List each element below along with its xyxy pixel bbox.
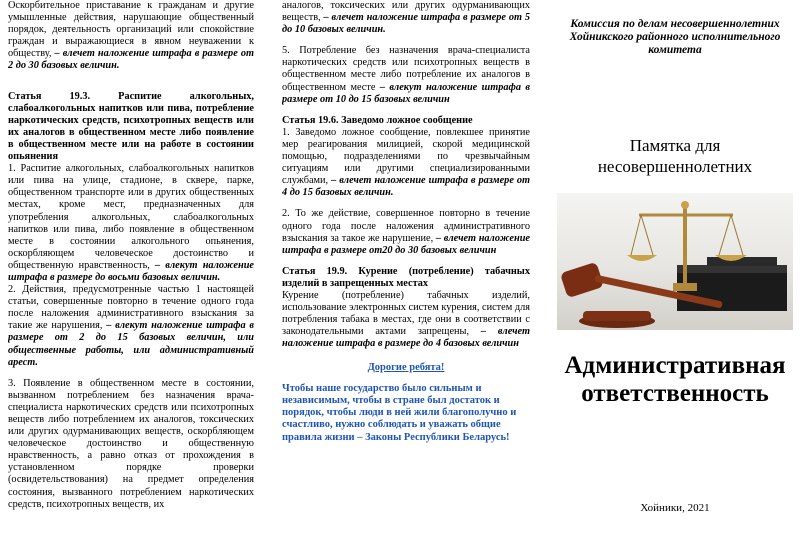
article-19-3-heading: Статья 19.3. Распитие алкогольных, слабоалкогольных напитков или пива, потребление наркотических средств, психотропных веществ или их аналогов в общественном месте либо появление в общественном месте или на работе в состоянии опьянения: [8, 90, 254, 163]
article-19-3-part-1: 1. Распитие алкогольных, слабоалкогольных напитков или пива на улице, стадионе, в сквере, парке, общественном транспорте или в других общественных местах, кроме мест, предназначенных для употребления алкогольных, слабоалкогольных напитков или пива, либо появление в общественном месте в состоянии алкогольного опьянения, оскорбляющем человеческое достоинство и общественную нравственность, – влекут наложение штрафа в размере до восьми базовых величин.: [8, 163, 254, 283]
appeal-text: Чтобы наше государство было сильным и независимым, чтобы в стране был достаток и порядок, чтобы люди в ней жили благополучно и счастливо, нужно соблюдать и уважать общие правила жизни – Законы Республики Беларусь!: [282, 382, 517, 443]
column-middle: [282, 0, 530, 554]
gavel-and-scales-image: [557, 193, 793, 330]
part-5-penalty: – влекут наложение штрафа в размере от 10 до 15 базовых величин: [282, 81, 530, 105]
intro-penalty: – влечет наложение штрафа в размере от 2 до 30 базовых величин.: [8, 48, 254, 72]
article-19-6-heading: Статья 19.6. Заведомо ложное сообщение: [282, 114, 473, 126]
article-19-6-part-1: 1. Заведомо ложное сообщение, повлекшее принятие мер реагирования милицией, скорой медицинской помощью, подразделениями по чрезвычайным ситуациям или другими специализированными службами, – влечет наложение штрафа в размере от 4 до 15 базовых величин.: [282, 126, 530, 199]
part-3-penalty: – влечет наложение штрафа в размере от 5 до 10 базовых величин.: [282, 12, 530, 36]
city-year: Хойники, 2021: [640, 502, 710, 514]
gavel-scales-illustration: [557, 193, 793, 330]
dear-kids-heading: Дорогие ребята!: [367, 362, 445, 374]
article-19-9-heading: Статья 19.9. Курение (потребление) табачных изделий в запрещенных местах: [282, 265, 530, 289]
part-2-penalty: – влекут наложение штрафа в размере от 2 до 15 базовых величин, или общественные работы, или административный арест.: [8, 320, 254, 368]
intro-paragraph: Оскорбительное приставание к гражданам и другие умышленные действия, нарушающие общественный порядок, деятельность организаций или спокойствие граждан и выражающиеся в явном неуважении к обществу, – влечет наложение штрафа в размере от 2 до 30 базовых величин.: [8, 0, 254, 72]
commission-name: Комиссия по делам несовершеннолетних Хойникского районного исполнительного комитета: [569, 18, 781, 56]
column-left: [8, 0, 254, 554]
19-6-part-1-penalty: – влечет наложение штрафа в размере от 4 до 15 базовых величин.: [282, 175, 530, 199]
part-3-continuation: аналогов, токсических или других одурманивающих веществ, – влечет наложение штрафа в размере от 5 до 10 базовых величин.: [282, 0, 530, 36]
19-6-part-2-penalty: – влечет наложение штрафа в размере от20 до 30 базовых величин: [282, 232, 530, 256]
brochure-title: Административная ответственность: [564, 352, 786, 407]
article-19-3-part-5: 5. Потребление без назначения врача-специалиста наркотических средств или психотропных веществ в общественном месте либо потребление их аналогов в общественном месте – влекут наложение штрафа в размере от 10 до 15 базовых величин: [282, 45, 530, 105]
article-19-3-part-3: 3. Появление в общественном месте в состоянии, вызванном потреблением без назначения врача-специалиста наркотических средств или психотропных веществ либо потреблением их аналогов, токсических или других одурманивающих веществ, оскорбляющем человеческое достоинство и общественную нравственность, а равно отказ от прохождения в установленном порядке проверки (освидетельствования) на предмет определения состояния, вызванного потреблением наркотических средств, психотропных веществ, их: [8, 377, 254, 510]
article-19-9-text: Курение (потребление) табачных изделий, использование электронных систем курения, систем для потребления табака в местах, где они в соответствии с законодательными актами запрещены, – влечет наложение штрафа в размере до 4 базовых величин: [282, 289, 530, 350]
memo-title: Памятка для несовершеннолетних: [597, 136, 753, 176]
part-1-penalty: – влекут наложение штрафа в размере до восьми базовых величин.: [8, 259, 254, 283]
19-9-penalty: – влечет наложение штрафа в размере до 4 базовых величин: [282, 326, 530, 350]
article-19-6-part-2: 2. То же действие, совершенное повторно в течение одного года после наложения административного взыскания за такое же нарушение, – влечет наложение штрафа в размере от20 до 30 базовых величин: [282, 208, 530, 256]
article-19-3-part-2: 2. Действия, предусмотренные частью 1 настоящей статьи, совершенные повторно в течение одного года после наложения административного взыскания за такие же нарушения, – влекут наложение штрафа в размере от 2 до 15 базовых величин, или общественные работы, или административный арест.: [8, 284, 254, 368]
column-right-cover: [556, 0, 794, 554]
